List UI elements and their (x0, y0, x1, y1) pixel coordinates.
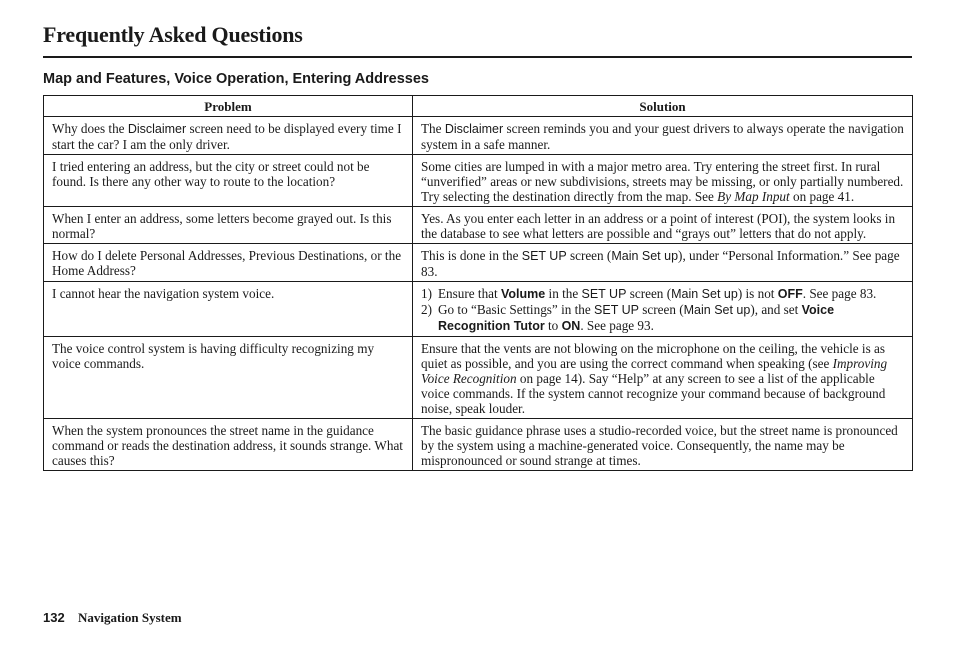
table-row (44, 337, 913, 419)
screen-name: Disclaimer (444, 122, 504, 136)
solution-cell: The Disclaimer screen reminds you and your guest drivers to always operate the navigation system in a safe manner. (413, 117, 913, 155)
table-row (44, 155, 913, 207)
footer-section-name: Navigation System (77, 610, 182, 625)
screen-name: Disclaimer (127, 122, 187, 136)
problem-cell: How do I delete Personal Addresses, Previous Destinations, or the Home Address? (44, 244, 413, 282)
faq-table (43, 95, 913, 471)
column-header-problem: Problem (44, 96, 413, 117)
screen-name: SET UP (521, 249, 567, 263)
table-row (44, 419, 913, 471)
table-row (44, 244, 913, 282)
page-footer (43, 610, 182, 626)
solution-cell: This is done in the SET UP screen (Main Set up), under “Personal Information.” See page 83. (413, 244, 913, 282)
section-heading: Map and Features, Voice Operation, Entering Addresses (43, 71, 429, 87)
table-header-row (44, 96, 913, 117)
problem-cell: When the system pronounces the street name in the guidance command or reads the destination address, it sounds strange. What causes this? (44, 419, 413, 471)
solution-cell: The basic guidance phrase uses a studio-recorded voice, but the street name is pronounced by the system using a machine-generated voice. Consequently, the name may be mispronounced or sound strange at times. (413, 419, 913, 471)
problem-cell: Why does the Disclaimer screen need to be displayed every time I start the car? I am the only driver. (44, 117, 413, 155)
screen-name: Main Set up (611, 249, 679, 263)
page-title: Frequently Asked Questions (43, 22, 303, 47)
table-row (44, 207, 913, 244)
steps-list (421, 286, 904, 334)
solution-cell: Yes. As you enter each letter in an address or a point of interest (POI), the system looks in the database to see what letters are possible and “grays out” letters that do not apply. (413, 207, 913, 244)
title-divider (43, 56, 912, 58)
solution-cell: Ensure that the vents are not blowing on the microphone on the ceiling, the vehicle is as quiet as possible, and you are using the correct command when speaking (see Improving Voice Recognition on page 14). Say “Help” at any screen to see a list of the applicable voice commands. If the system cannot recognize your command because of background noise, speak louder. (413, 337, 913, 419)
cross-reference: By Map Input (717, 189, 790, 204)
problem-cell: The voice control system is having difficulty recognizing my voice commands. (44, 337, 413, 419)
page-number: 132 (43, 610, 65, 625)
cross-reference: Improving Voice Recognition (421, 356, 888, 386)
solution-cell (413, 282, 913, 337)
problem-cell: When I enter an address, some letters become grayed out. Is this normal? (44, 207, 413, 244)
problem-cell: I cannot hear the navigation system voice. (44, 282, 413, 337)
list-item: 1) Ensure that Volume in the SET UP screen (Main Set up) is not OFF. See page 83. (421, 286, 877, 301)
column-header-solution: Solution (413, 96, 913, 117)
list-item: 2) Go to “Basic Settings” in the SET UP screen (Main Set up), and set Voice Recognition Tutor to ON. See page 93. (421, 302, 835, 333)
problem-cell: I tried entering an address, but the city or street could not be found. Is there any other way to route to the location? (44, 155, 413, 207)
solution-cell: Some cities are lumped in with a major metro area. Try entering the street first. In rural “unverified” areas or new subdivisions, streets may be missing, or only partially numbered. Try selecting the destination directly from the map. See By Map Input on page 41. (413, 155, 913, 207)
table-row (44, 282, 913, 337)
table-row (44, 117, 913, 155)
